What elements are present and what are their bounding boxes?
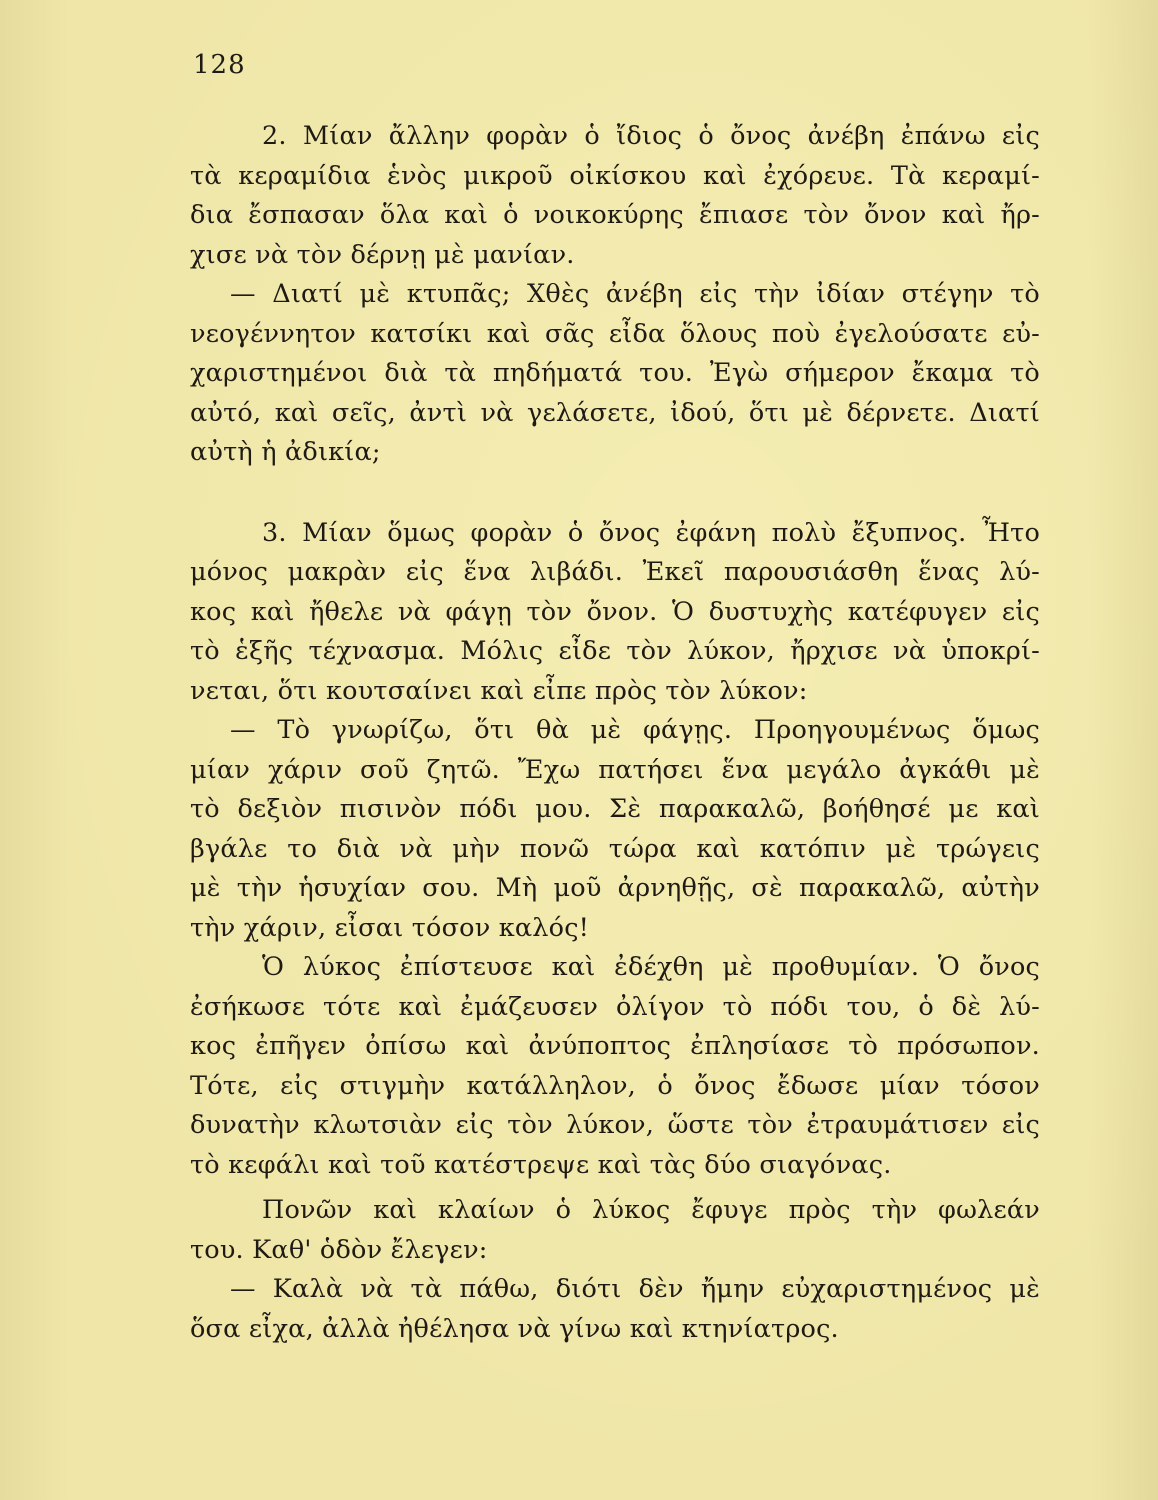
- text-line: αὐτὴ ἡ ἀδικία;: [190, 437, 381, 467]
- text-line: κος καὶ ἤθελε νὰ φάγῃ τὸν ὄνον. Ὁ δυστυχὴς κατέφυγεν εἰς: [190, 596, 1040, 627]
- text-line: 2. Μίαν ἄλλην φορὰν ὁ ἴδιος ὁ ὄνος ἀνέβη ἐπάνω εἰς: [262, 121, 1040, 151]
- paragraph-3: [190, 514, 1040, 712]
- paragraph-2: [190, 117, 1040, 275]
- text-body: [190, 117, 1040, 1349]
- text-line: μὲ τὴν ἡσυχίαν σου. Μὴ μοῦ ἀρνηθῇς, σὲ παρακαλῶ, αὐτὴν: [190, 873, 1040, 903]
- paragraph-5-speech: [190, 1270, 1040, 1349]
- text-line: τὸ ἑξῆς τέχνασμα. Μόλις εἶδε τὸν λύκον, ἤρχισε νὰ ὑποκρί-: [190, 636, 1040, 666]
- text-line: ὅσα εἶχα, ἀλλὰ ἠθέλησα νὰ γίνω καὶ κτηνίατρος.: [190, 1313, 839, 1344]
- text-line: χισε νὰ τὸν δέρνῃ μὲ μανίαν.: [190, 239, 575, 270]
- text-line: — Καλὰ νὰ τὰ πάθω, διότι δὲν ἤμην εὐχαριστημένος μὲ: [230, 1274, 1040, 1304]
- text-line: δια ἔσπασαν ὅλα καὶ ὁ νοικοκύρης ἔπιασε τὸν ὄνον καὶ ἤρ-: [190, 200, 1040, 230]
- paragraph-2-speech: [190, 275, 1040, 473]
- text-line: μόνος μακρὰν εἰς ἕνα λιβάδι. Ἐκεῖ παρουσιάσθη ἕνας λύ-: [190, 557, 1040, 587]
- section-gap: [190, 473, 1040, 514]
- text-line: νεται, ὅτι κουτσαίνει καὶ εἶπε πρὸς τὸν λύκον:: [190, 675, 808, 706]
- text-line: ἐσήκωσε τότε καὶ ἐμάζευσεν ὀλίγον τὸ πόδι του, ὁ δὲ λύ-: [190, 991, 1040, 1022]
- text-line: δυνατὴν κλωτσιὰν εἰς τὸν λύκον, ὥστε τὸν ἐτραυμάτισεν εἰς: [190, 1110, 1040, 1140]
- text-line: τὸ κεφάλι καὶ τοῦ κατέστρεψε καὶ τὰς δύο σιαγόνας.: [190, 1149, 892, 1180]
- text-line: νεογέννητον κατσίκι καὶ σᾶς εἶδα ὅλους ποὺ ἐγελούσατε εὐ-: [190, 318, 1040, 349]
- paragraph-4: [190, 948, 1040, 1185]
- text-line: Πονῶν καὶ κλαίων ὁ λύκος ἔφυγε πρὸς τὴν φωλεάν: [262, 1195, 1040, 1225]
- text-line: χαριστημένοι διὰ τὰ πηδήματά του. Ἐγὼ σήμερον ἔκαμα τὸ: [190, 358, 1040, 388]
- text-line: — Τὸ γνωρίζω, ὅτι θὰ μὲ φάγῃς. Προηγουμένως ὅμως: [230, 715, 1040, 745]
- text-line: μίαν χάριν σοῦ ζητῶ. Ἔχω πατήσει ἕνα μεγάλο ἀγκάθι μὲ: [190, 754, 1040, 785]
- text-line: του. Καθ' ὁδὸν ἔλεγεν:: [190, 1234, 488, 1265]
- paragraph-3-speech: [190, 711, 1040, 948]
- text-line: Τότε, εἰς στιγμὴν κατάλληλον, ὁ ὄνος ἔδωσε μίαν τόσον: [190, 1070, 1040, 1101]
- text-line: τὸ δεξιὸν πισινὸν πόδι μου. Σὲ παρακαλῶ, βοήθησέ με καὶ: [190, 794, 1040, 824]
- text-line: τὴν χάριν, εἶσαι τόσον καλός!: [190, 912, 590, 943]
- text-line: βγάλε το διὰ νὰ μὴν πονῶ τώρα καὶ κατόπιν μὲ τρώγεις: [190, 833, 1040, 864]
- text-line: 3. Μίαν ὅμως φορὰν ὁ ὄνος ἐφάνη πολὺ ἔξυπνος. Ἦτο: [262, 517, 1040, 548]
- page-number: 128: [193, 50, 246, 80]
- paragraph-5: [190, 1191, 1040, 1270]
- text-line: κος ἐπῆγεν ὀπίσω καὶ ἀνύποπτος ἐπλησίασε τὸ πρόσωπον.: [190, 1031, 1040, 1061]
- text-line: τὰ κεραμίδια ἑνὸς μικροῦ οἰκίσκου καὶ ἐχόρευε. Τὰ κεραμί-: [190, 160, 1040, 191]
- text-line: αὐτό, καὶ σεῖς, ἀντὶ νὰ γελάσετε, ἰδού, ὅτι μὲ δέρνετε. Διατί: [190, 397, 1040, 428]
- text-line: — Διατί μὲ κτυπᾶς; Χθὲς ἀνέβη εἰς τὴν ἰδίαν στέγην τὸ: [230, 279, 1040, 309]
- text-line: Ὁ λύκος ἐπίστευσε καὶ ἐδέχθη μὲ προθυμίαν. Ὁ ὄνος: [262, 952, 1040, 982]
